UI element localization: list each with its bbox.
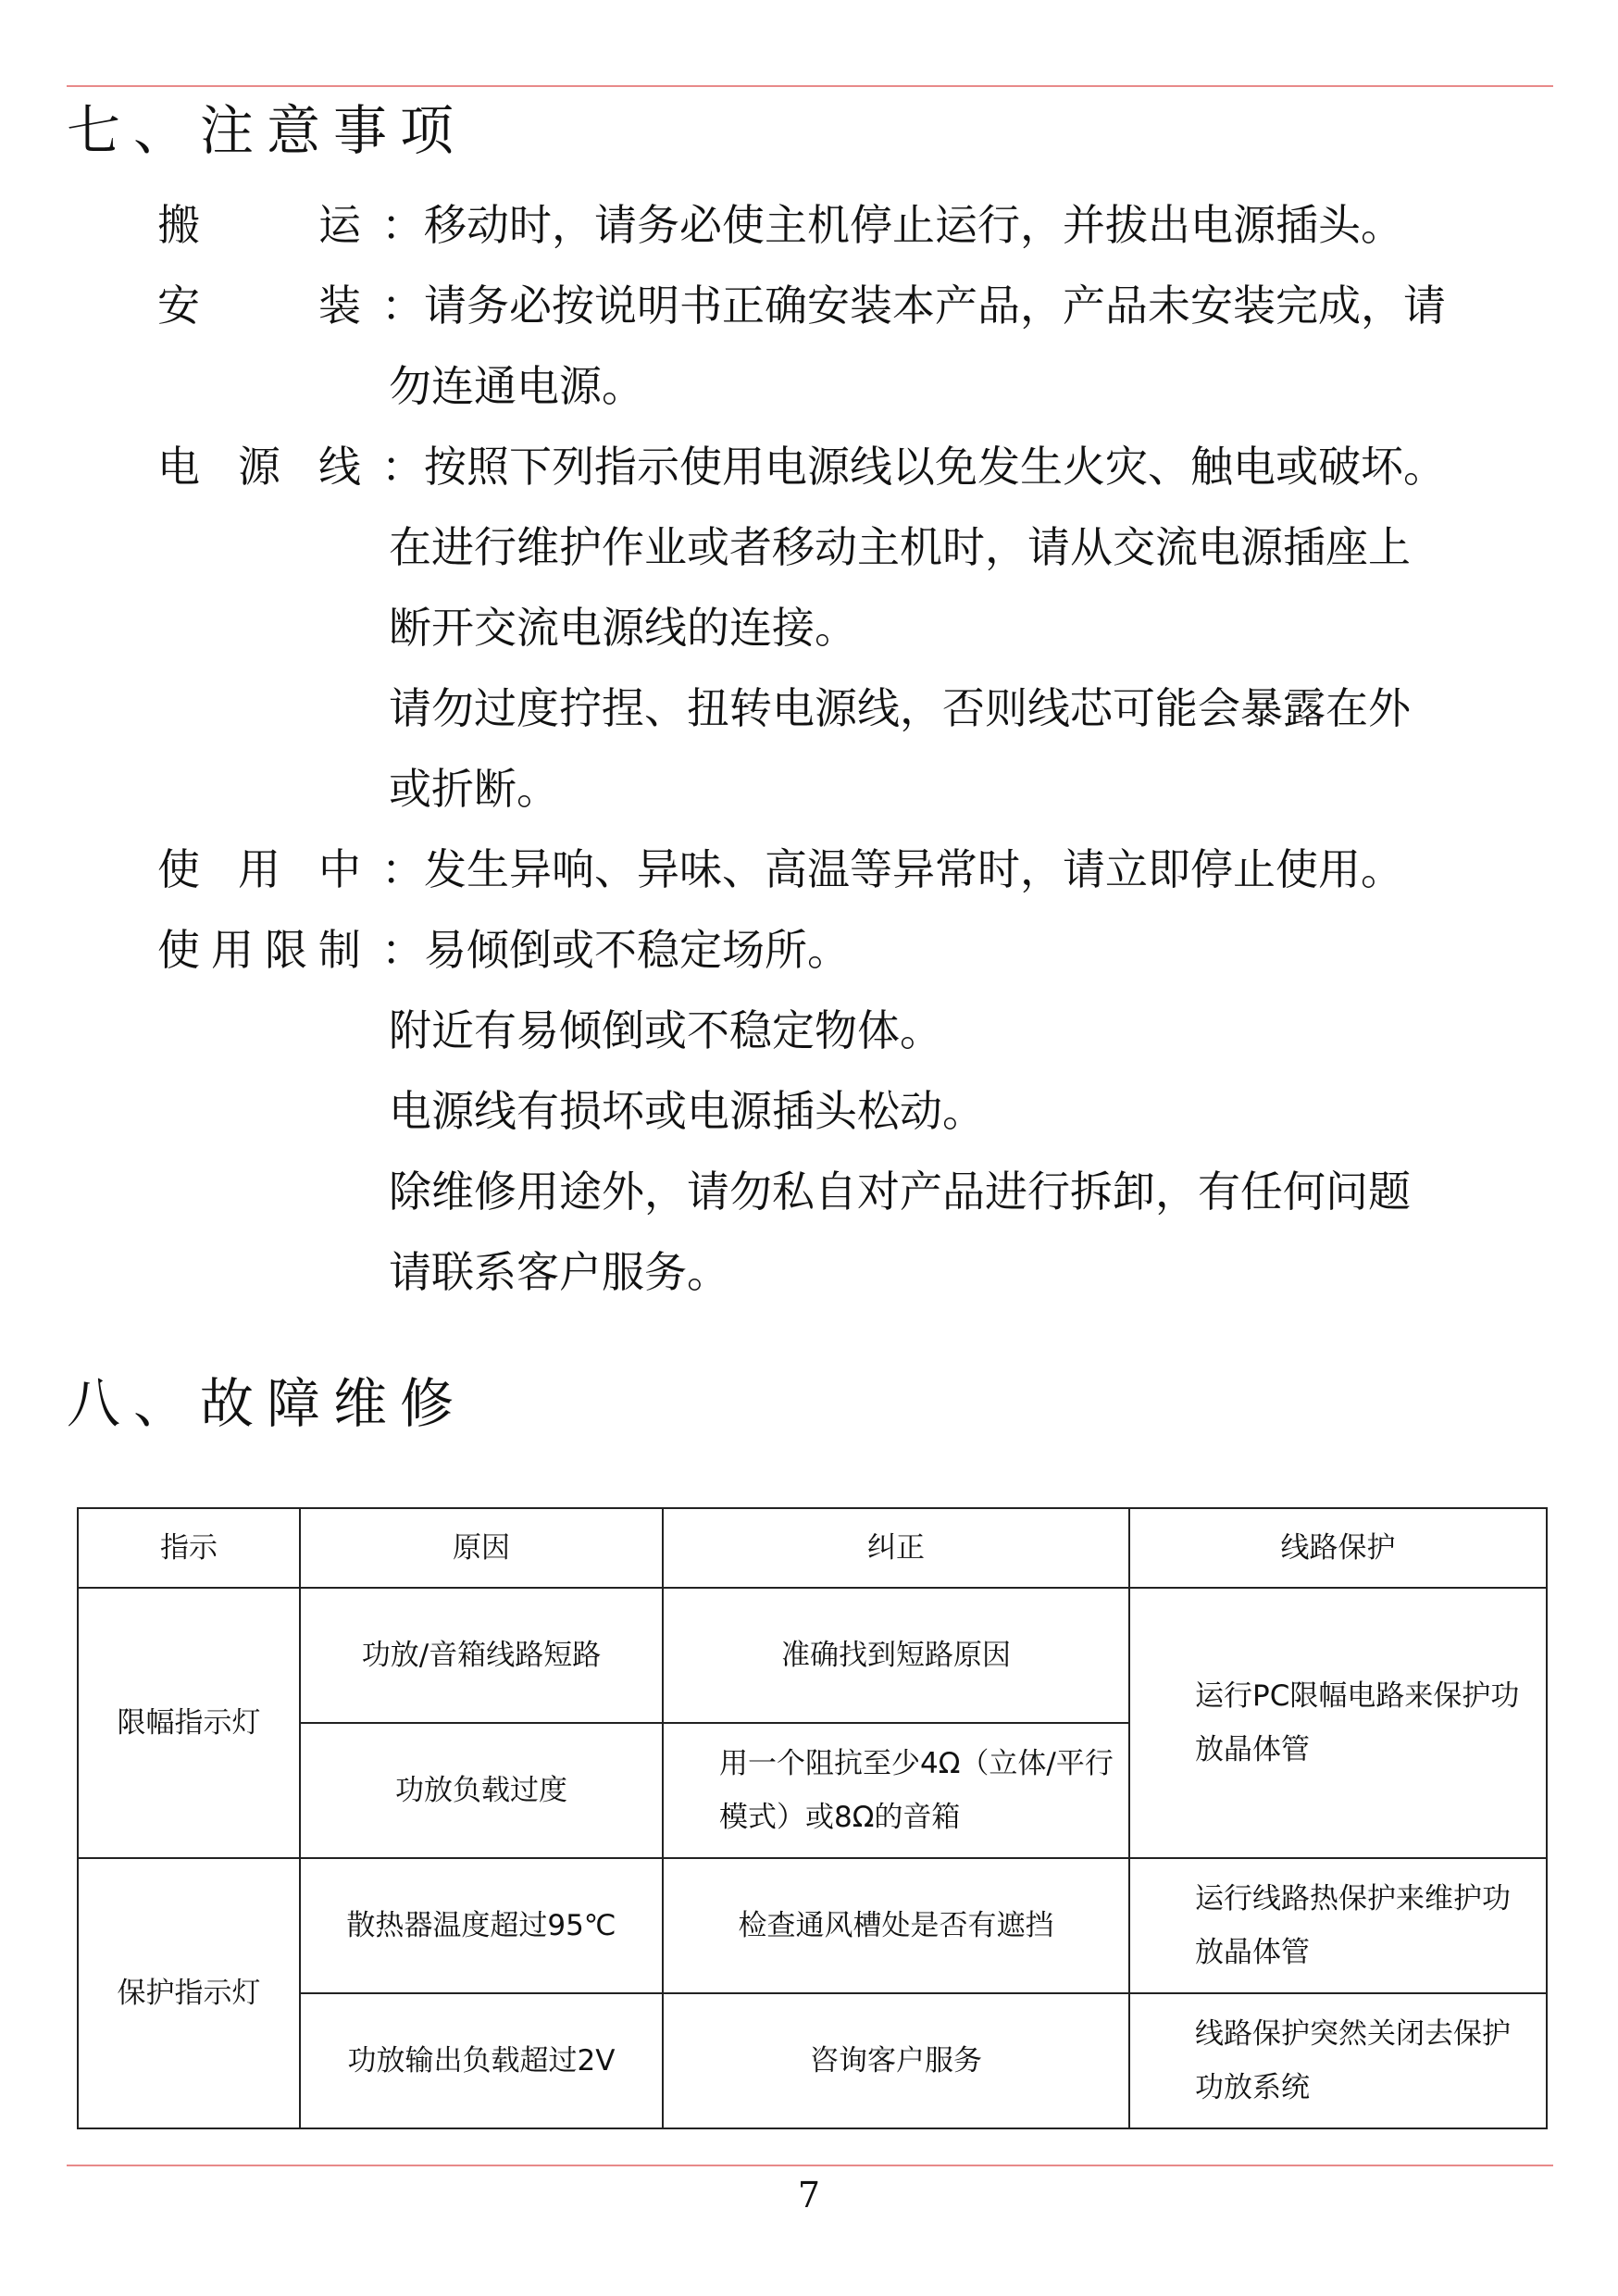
precaution-text-restrictions-3: 电源线有损坏或电源插头松动。: [389, 1086, 985, 1136]
label-char: 限: [265, 925, 307, 975]
protection-cell: 线路保护突然关闭去保护功放系统: [1129, 1993, 1547, 2128]
precaution-text-power-cord-4: 请勿过度拧捏、扭转电源线，否则线芯可能会暴露在外: [389, 683, 1411, 733]
cause-cell: 功放/音箱线路短路: [300, 1588, 663, 1723]
label-char: 搬: [157, 200, 200, 250]
precaution-text-restrictions-4: 除维修用途外，请勿私自对产品进行拆卸，有任何问题: [389, 1167, 1411, 1217]
table-row: [78, 1588, 1547, 1723]
precaution-text-power-cord-1: ：按照下列指示使用电源线以免发生火灾、触电或破坏。: [381, 442, 1446, 492]
label-char: 使: [157, 844, 200, 894]
precaution-text-moving: ：移动时，请务必使主机停止运行，并拔出电源插头。: [381, 200, 1403, 250]
label-char: 使: [157, 925, 200, 975]
fix-cell: 用一个阻抗至少4Ω（立体/平行模式）或8Ω的音箱: [663, 1723, 1129, 1858]
precaution-text-power-cord-3: 断开交流电源线的连接。: [389, 603, 857, 653]
header-protection: 线路保护: [1129, 1508, 1547, 1588]
label-char: 运: [318, 200, 361, 250]
label-char: 线: [318, 442, 361, 492]
cause-cell: 功放负载过度: [300, 1723, 663, 1858]
precaution-text-install-2: 勿连通电源。: [389, 361, 644, 411]
precaution-label-moving: [157, 200, 361, 250]
label-char: 电: [157, 442, 200, 492]
label-char: 用: [238, 844, 280, 894]
page-number: 7: [797, 2175, 821, 2215]
precaution-text-restrictions-1: ：易倾倒或不稳定场所。: [381, 925, 850, 975]
precaution-text-power-cord-2: 在进行维护作业或者移动主机时，请从交流电源插座上: [389, 522, 1411, 572]
troubleshooting-table: [77, 1507, 1548, 2129]
table-header-row: [78, 1508, 1547, 1588]
precaution-label-restrictions: [157, 925, 361, 975]
precaution-label-in-use: [157, 844, 361, 894]
label-char: 制: [318, 925, 361, 975]
indicator-cell: 保护指示灯: [78, 1858, 300, 2128]
precaution-label-install: [157, 281, 361, 331]
header-cause: 原因: [300, 1508, 663, 1588]
fix-cell: 准确找到短路原因: [663, 1588, 1129, 1723]
protection-cell: 运行线路热保护来维护功放晶体管: [1129, 1858, 1547, 1993]
label-char: 中: [318, 844, 361, 894]
section-7-title: 七、注意事项: [67, 99, 467, 162]
label-char: 装: [318, 281, 361, 331]
precaution-label-power-cord: [157, 442, 361, 492]
cause-cell: 功放输出负载超过2V: [300, 1993, 663, 2128]
fix-cell: 检查通风槽处是否有遮挡: [663, 1858, 1129, 1993]
precaution-text-in-use: ：发生异响、异味、高温等异常时，请立即停止使用。: [381, 844, 1403, 894]
header-indicator: 指示: [78, 1508, 300, 1588]
indicator-cell: 限幅指示灯: [78, 1588, 300, 1858]
cause-cell: 散热器温度超过95℃: [300, 1858, 663, 1993]
section-8-title: 八、故障维修: [67, 1372, 467, 1435]
label-char: 用: [211, 925, 254, 975]
precaution-text-install-1: ：请务必按说明书正确安装本产品，产品未安装完成，请: [381, 281, 1446, 331]
precaution-text-restrictions-2: 附近有易倾倒或不稳定物体。: [389, 1005, 942, 1055]
precaution-text-power-cord-5: 或折断。: [389, 764, 559, 814]
footer-rule: [67, 2165, 1553, 2166]
precaution-text-restrictions-5: 请联系客户服务。: [389, 1247, 729, 1297]
label-char: 安: [157, 281, 200, 331]
table-row: [78, 1858, 1547, 1993]
protection-cell: 运行PC限幅电路来保护功放晶体管: [1129, 1588, 1547, 1858]
header-rule: [67, 85, 1553, 87]
fix-cell: 咨询客户服务: [663, 1993, 1129, 2128]
header-fix: 纠正: [663, 1508, 1129, 1588]
label-char: 源: [238, 442, 280, 492]
